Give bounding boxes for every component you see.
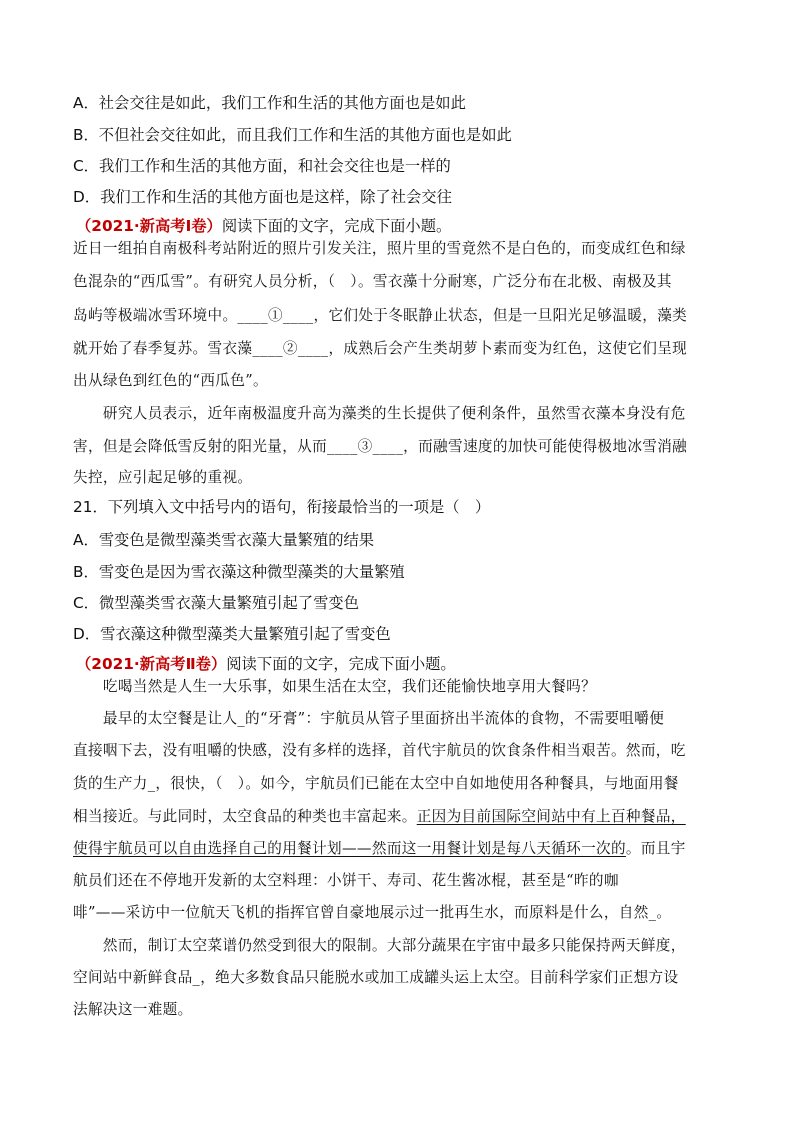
- passage2-line: 空间站中新鲜食品_，绝大多数食品只能脱水或加工成罐头运上太空。目前科学家们正想方设: [73, 969, 679, 986]
- underlined-sentence: 正因为目前国际空间站中有上百种餐品，: [416, 808, 686, 825]
- underlined-sentence: 使得宇航员可以自由选择自己的用餐计划——然而这一用餐计划是每八天循环一次的: [73, 840, 626, 857]
- passage1-line: 出从绿色到红色的“西瓜色”。: [73, 372, 268, 389]
- passage1-line: 岛屿等极端冰雪环境中。____①____，它们处于冬眠静止状态，但是一旦阳光足够温暖，藻类: [73, 307, 688, 324]
- passage2-line: 然而，制订太空菜谱仍然受到很大的限制。大部分蔬果在宇宙中最多只能保持两天鲜度，: [73, 937, 686, 954]
- passage1-line: 就开始了春季复苏。雪衣藻____②____，成熟后会产生类胡萝卜素而变为红色，这使它们呈现: [73, 340, 688, 357]
- passage1-line: 研究人员表示，近年南极温度升高为藻类的生长提供了便利条件，虽然雪衣藻本身没有危: [73, 405, 686, 422]
- source-tag: （2021·新高考Ⅰ卷）: [76, 217, 222, 235]
- passage2-line: [73, 810, 686, 825]
- q20-option-a: A．社会交往是如此，我们工作和生活的其他方面也是如此: [73, 94, 466, 112]
- q21-option-a: A．雪变色是微型藻类雪衣藻大量繁殖的结果: [73, 531, 375, 549]
- passage2-text: 。而且宇: [625, 840, 686, 857]
- passage2-line: 航员们还在不停地开发新的太空料理：小饼干、寿司、花生酱冰棍，甚至是“昨的咖: [73, 872, 619, 889]
- passage1-line: 色混杂的“西瓜雪”。有研究人员分析，（ ）。雪衣藻十分耐寒，广泛分布在北极、南极及其: [73, 273, 672, 290]
- passage2-line: [73, 842, 686, 857]
- q20-option-b: B．不但社会交往如此，而且我们工作和生活的其他方面也是如此: [73, 126, 512, 144]
- passage2-text: 相当接近。与此同时，太空食品的种类也丰富起来。: [73, 808, 417, 825]
- passage2-line: 最早的太空餐是让人_的“牙膏”：宇航员从管子里面挤出半流体的食物，不需要咀嚼便: [73, 710, 665, 727]
- q21-option-c: C．微型藻类雪衣藻大量繁殖引起了雪变色: [73, 594, 360, 612]
- q21-option-d: D．雪衣藻这种微型藻类大量繁殖引起了雪变色: [73, 625, 391, 643]
- passage1-line: 近日一组拍自南极科考站附近的照片引发关注，照片里的雪竟然不是白色的，而变成红色和绿: [73, 240, 686, 257]
- passage1-line: 失控，应引起足够的重视。: [73, 469, 253, 486]
- instruction: 阅读下面的文字，完成下面小题。: [221, 217, 452, 235]
- q21-stem: 21．下列填入文中括号内的语句，衔接最恰当的一项是（ ）: [73, 498, 491, 516]
- passage2-line: 啡”——采访中一位航天飞机的指挥官曾自豪地展示过一批再生水，而原料是什么，自然_。: [73, 904, 672, 921]
- q20-option-c: C．我们工作和生活的其他方面，和社会交往也是一样的: [73, 157, 451, 175]
- passage2-line: 吃喝当然是人生一大乐事，如果生活在太空，我们还能愉快地享用大餐吗？: [73, 678, 597, 695]
- passage2-line: 直接咽下去，没有咀嚼的快感，没有多样的选择，首代宇航员的饮食条件相当艰苦。然而，吃: [73, 742, 686, 759]
- q21-option-b: B．雪变色是因为雪衣藻这种微型藻类的大量繁殖: [73, 563, 405, 581]
- source-tag: （2021·新高考Ⅱ卷）: [76, 655, 227, 673]
- passage2-heading: [76, 657, 456, 672]
- passage2-line: 法解决这一难题。: [73, 1001, 193, 1018]
- passage2-line: 货的生产力_，很快，（ ）。如今，宇航员们已能在太空中自如地使用各种餐具，与地面用餐: [73, 775, 679, 792]
- passage1-heading: [76, 219, 451, 234]
- q20-option-d: D．我们工作和生活的其他方面也是这样，除了社会交往: [73, 188, 452, 206]
- instruction: 阅读下面的文字，完成下面小题。: [226, 655, 456, 673]
- passage1-line: 害，但是会降低雪反射的阳光量，从而____③____，而融雪速度的加快可能使得极地冰雪消融: [73, 438, 688, 455]
